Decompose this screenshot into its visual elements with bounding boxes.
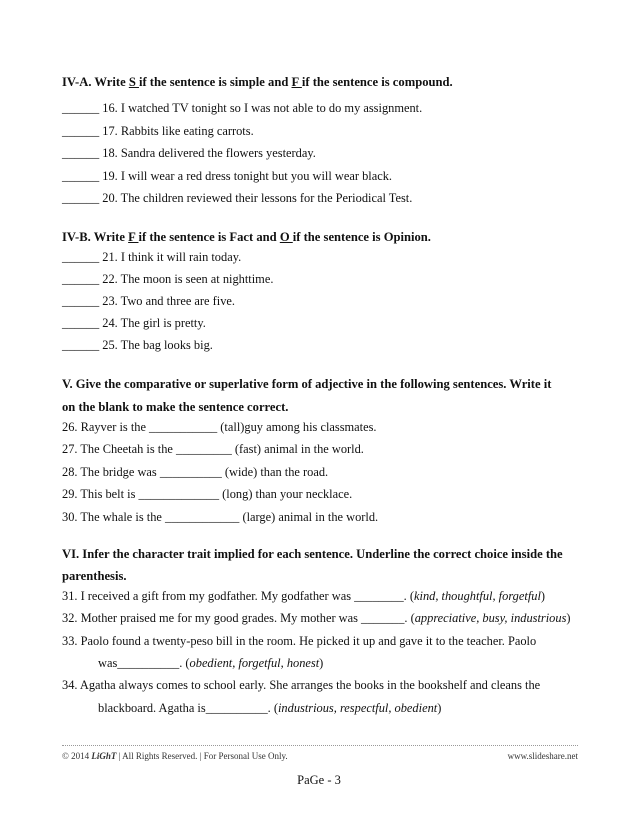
footer-divider	[62, 745, 578, 746]
heading-s-marker: S	[128, 75, 139, 89]
list-item-16: ______ 16. I watched TV tonight so I was not able to do my assignment.	[62, 101, 423, 115]
list-item-20: ______ 20. The children reviewed their lessons for the Periodical Test.	[62, 191, 413, 205]
question-text: )	[319, 656, 324, 670]
list-item-22: ______ 22. The moon is seen at nighttime.	[62, 272, 274, 286]
list-item-31	[62, 589, 545, 604]
section-v-heading-line2: on the blank to make the sentence correct.	[62, 400, 289, 414]
footer-brand: LiGhT	[91, 751, 117, 761]
section-vi-heading-line1: VI. Infer the character trait implied for each sentence. Underline the correct choice inside the	[62, 547, 563, 561]
footer-rights: | All Rights Reserved. | For Personal Use Only.	[116, 751, 288, 761]
page-number: PaGe - 3	[297, 773, 341, 787]
choices: kind, thoughtful, forgetful	[414, 589, 541, 603]
section-ivb-heading	[62, 230, 431, 245]
list-item-33-line2	[98, 656, 323, 671]
choices: obedient, forgetful, honest	[189, 656, 320, 670]
footer-copyright	[62, 751, 288, 761]
list-item-34-line1: 34. Agatha always comes to school early. She arranges the books in the bookshelf and cleans the	[62, 678, 541, 692]
question-text: 32. Mother praised me for my good grades. My mother was _______. (	[62, 611, 415, 625]
section-vi-heading-line2: parenthesis.	[62, 569, 127, 583]
list-item-17: ______ 17. Rabbits like eating carrots.	[62, 124, 254, 138]
question-text: 31. I received a gift from my godfather. My godfather was ________. (	[62, 589, 415, 603]
list-item-29: 29. This belt is _____________ (long) than your necklace.	[62, 487, 353, 501]
heading-text: IV-A. Write	[62, 75, 129, 89]
list-item-28: 28. The bridge was __________ (wide) than the road.	[62, 465, 329, 479]
list-item-18: ______ 18. Sandra delivered the flowers yesterday.	[62, 146, 316, 160]
heading-f-marker: F	[128, 230, 139, 244]
question-text: blackboard. Agatha is__________. (	[98, 701, 278, 715]
heading-f-marker: F	[291, 75, 302, 89]
list-item-26: 26. Rayver is the ___________ (tall)guy among his classmates.	[62, 420, 377, 434]
heading-text: if the sentence is Fact and	[138, 230, 280, 244]
choices: appreciative, busy, industrious	[414, 611, 567, 625]
footer-year: 2014	[68, 751, 92, 761]
list-item-32	[62, 611, 571, 626]
section-v-heading-line1: V. Give the comparative or superlative form of adjective in the following sentences. Write it	[62, 377, 552, 391]
question-text: )	[540, 589, 546, 603]
question-text: was__________. (	[98, 656, 190, 670]
heading-text: if the sentence is Opinion.	[292, 230, 431, 244]
list-item-23: ______ 23. Two and three are five.	[62, 294, 236, 308]
list-item-21: ______ 21. I think it will rain today.	[62, 250, 242, 264]
section-iva-heading	[62, 75, 453, 90]
heading-o-marker: O	[279, 230, 293, 244]
heading-text: if the sentence is compound.	[301, 75, 453, 89]
list-item-24: ______ 24. The girl is pretty.	[62, 316, 206, 330]
heading-text: if the sentence is simple and	[138, 75, 292, 89]
list-item-33-line1: 33. Paolo found a twenty-peso bill in the room. He picked it up and gave it to the teacher. Paolo	[62, 634, 537, 648]
list-item-25: ______ 25. The bag looks big.	[62, 338, 213, 352]
question-text: )	[437, 701, 442, 715]
list-item-34-line2	[98, 701, 441, 716]
heading-text: IV-B. Write	[62, 230, 129, 244]
list-item-19: ______ 19. I will wear a red dress tonight but you will wear black.	[62, 169, 392, 183]
copyright-icon: ©	[62, 751, 69, 761]
choices: industrious, respectful, obedient	[277, 701, 438, 715]
question-text: )	[566, 611, 571, 625]
list-item-30: 30. The whale is the ____________ (large) animal in the world.	[62, 510, 379, 524]
list-item-27: 27. The Cheetah is the _________ (fast) animal in the world.	[62, 442, 364, 456]
footer-website: www.slideshare.net	[507, 751, 578, 761]
